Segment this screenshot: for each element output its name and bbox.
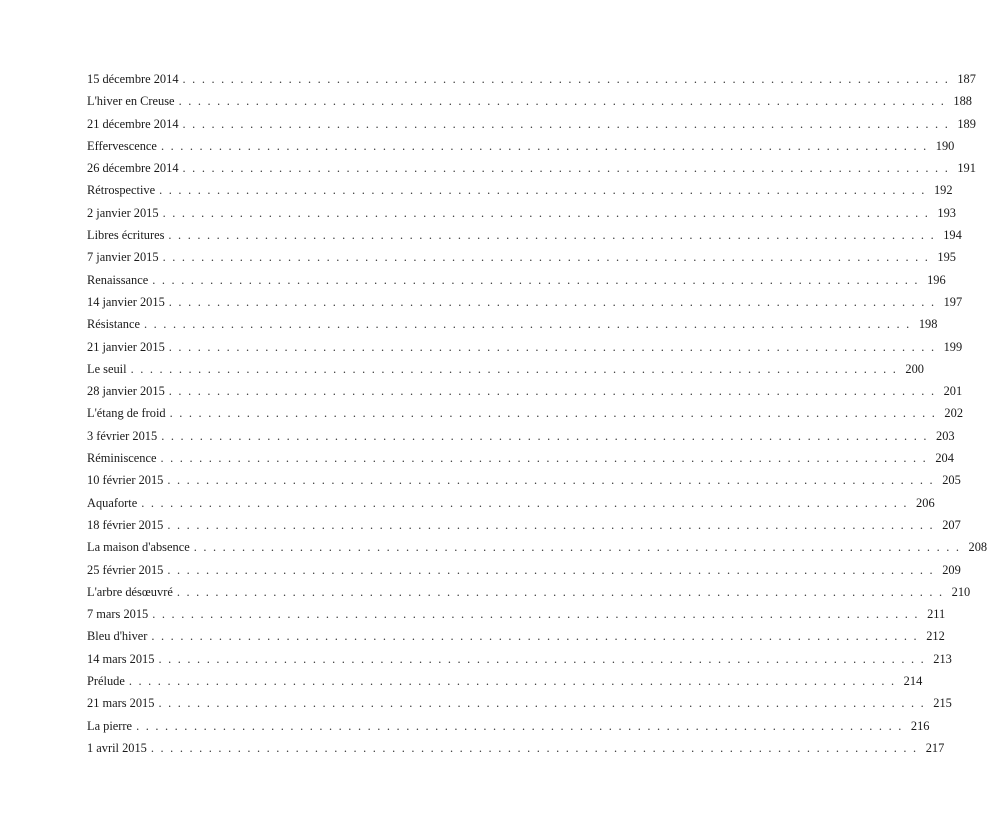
toc-entry-title: 3 février 2015 [87, 428, 158, 443]
toc-entry-page-number: 196 [927, 272, 946, 287]
dot-leader: ................................................................................ [158, 651, 931, 666]
dot-leader: ................................................................................ [130, 361, 903, 376]
toc-entry-page-number: 203 [936, 428, 955, 443]
toc-entry-title: 15 décembre 2014 [87, 72, 179, 86]
toc-entry-page-number: 198 [918, 317, 938, 332]
toc-entry-title: 7 janvier 2015 [87, 250, 159, 265]
toc-entry [87, 224, 962, 246]
toc-entry [87, 269, 946, 291]
toc-entry-page-number: 208 [968, 540, 987, 555]
toc-entry-title: 2 janvier 2015 [87, 205, 159, 220]
dot-leader: ................................................................................ [168, 228, 941, 243]
toc-entry-page-number: 217 [925, 740, 945, 755]
toc-entry [87, 380, 963, 402]
toc-entry-page-number: 191 [957, 161, 976, 176]
toc-entry-page-number: 197 [943, 294, 963, 309]
toc-entry-title: La maison d'absence [87, 540, 190, 555]
toc-entry-page-number: 201 [943, 384, 963, 399]
toc-entry-page-number: 187 [957, 72, 976, 86]
dot-leader: ................................................................................ [162, 205, 935, 220]
dot-leader: ................................................................................ [162, 250, 935, 265]
dot-leader: ................................................................................ [151, 629, 924, 644]
dot-leader: ................................................................................ [182, 161, 955, 176]
toc-entry-title: 10 février 2015 [87, 473, 164, 488]
toc-entry-page-number: 210 [951, 584, 971, 599]
toc-entry [87, 402, 964, 424]
toc-entry-title: Bleu d'hiver [87, 629, 148, 644]
toc-entry-page-number: 188 [953, 94, 972, 109]
toc-entry [87, 514, 961, 536]
toc-entry [87, 179, 953, 201]
dot-leader: ................................................................................ [152, 607, 925, 622]
toc-entry-page-number: 193 [937, 205, 956, 220]
toc-entry-title: 18 février 2015 [87, 517, 164, 532]
toc-entry-page-number: 200 [905, 361, 924, 376]
toc-entry-title: 26 décembre 2014 [87, 161, 179, 176]
toc-entry-title: L'hiver en Creuse [87, 94, 175, 109]
toc-entry-title: 28 janvier 2015 [87, 384, 165, 399]
dot-leader: ................................................................................ [178, 94, 951, 109]
dot-leader: ................................................................................ [168, 339, 941, 354]
toc-entry-title: Aquaforte [87, 495, 138, 510]
toc-entry [87, 536, 987, 558]
dot-leader: ................................................................................ [168, 384, 941, 399]
toc-entry-page-number: 215 [933, 696, 952, 711]
toc-entry-page-number: 204 [935, 451, 954, 466]
toc-entry-page-number: 209 [942, 562, 961, 577]
dot-leader: ................................................................................ [182, 116, 955, 131]
toc-entry-page-number: 206 [916, 495, 935, 510]
toc-entry [87, 157, 976, 179]
toc-entry [87, 358, 924, 380]
toc-entry [87, 559, 961, 581]
toc-entry-title: L'étang de froid [87, 406, 166, 421]
toc-entry-title: 21 janvier 2015 [87, 339, 165, 354]
toc-entry [87, 90, 972, 112]
dot-leader: ................................................................................ [160, 451, 933, 466]
toc-entry [87, 625, 945, 647]
toc-entry-page-number: 199 [943, 339, 963, 354]
dot-leader: ................................................................................ [167, 562, 940, 577]
dot-leader: ................................................................................ [169, 406, 942, 421]
dot-leader: ................................................................................ [176, 584, 949, 599]
toc-entry-title: Rétrospective [87, 183, 156, 198]
toc-entry-title: 1 avril 2015 [87, 740, 147, 755]
dot-leader: ................................................................................ [193, 540, 966, 555]
toc-entry [87, 648, 952, 670]
toc-entry [87, 113, 976, 135]
toc-entry [87, 469, 961, 491]
toc-entry-title: Le seuil [87, 361, 127, 376]
dot-leader: ................................................................................ [160, 138, 933, 153]
dot-leader: ................................................................................ [128, 674, 901, 689]
toc-entry-page-number: 190 [935, 138, 955, 153]
toc-entry [87, 425, 955, 447]
toc-entry-page-number: 189 [957, 116, 976, 131]
toc-entry-title: 7 mars 2015 [87, 607, 149, 622]
toc-entry-title: Effervescence [87, 138, 157, 153]
dot-leader: ................................................................................ [167, 517, 940, 532]
toc-entry-title: La pierre [87, 718, 133, 733]
toc-entry-title: 21 mars 2015 [87, 696, 155, 711]
dot-leader: ................................................................................ [150, 740, 923, 755]
toc-entry [87, 313, 938, 335]
toc-entry-page-number: 194 [943, 228, 962, 243]
toc-entry-title: Prélude [87, 674, 125, 689]
toc-entry-page-number: 214 [903, 674, 923, 689]
toc-entry [87, 603, 946, 625]
toc-entry [87, 737, 945, 759]
dot-leader: ................................................................................ [136, 718, 908, 733]
toc-entry [87, 246, 956, 268]
toc-entry-page-number: 213 [933, 651, 952, 666]
toc-entry-title: Libres écritures [87, 228, 165, 243]
toc-entry [87, 202, 956, 224]
dot-leader: ................................................................................ [168, 294, 941, 309]
toc-entry-title: 25 février 2015 [87, 562, 164, 577]
toc-entry [87, 715, 930, 737]
toc-entry [87, 492, 935, 514]
toc-entry-page-number: 205 [942, 473, 961, 488]
toc-entry [87, 291, 963, 313]
toc-entry-title: Renaissance [87, 272, 149, 287]
dot-leader: ................................................................................ [141, 495, 914, 510]
toc-entry-title: Résistance [87, 317, 140, 332]
toc-entry-title: 21 décembre 2014 [87, 116, 179, 131]
dot-leader: ................................................................................ [144, 317, 916, 332]
toc-entry [87, 447, 954, 469]
toc-entry [87, 692, 952, 714]
toc-entry-page-number: 202 [944, 406, 964, 421]
toc-entry [87, 135, 955, 157]
toc-entry-page-number: 212 [926, 629, 945, 644]
toc-entry-page-number: 192 [933, 183, 953, 198]
toc-entry-title: 14 mars 2015 [87, 651, 155, 666]
dot-leader: ................................................................................ [182, 72, 955, 86]
toc-entry [87, 336, 963, 358]
toc-entry-page-number: 211 [927, 607, 946, 622]
toc-entry-page-number: 216 [910, 718, 930, 733]
toc-entry [87, 670, 923, 692]
toc-entry-title: L'arbre désœuvré [87, 584, 173, 599]
toc-entry-page-number: 207 [942, 517, 961, 532]
dot-leader: ................................................................................ [159, 183, 931, 198]
toc-entry-title: Réminiscence [87, 451, 157, 466]
toc-entry [87, 68, 976, 90]
dot-leader: ................................................................................ [161, 428, 933, 443]
toc-entry-page-number: 195 [937, 250, 956, 265]
table-of-contents [87, 68, 987, 759]
dot-leader: ................................................................................ [167, 473, 940, 488]
toc-entry [87, 581, 971, 603]
dot-leader: ................................................................................ [152, 272, 925, 287]
dot-leader: ................................................................................ [158, 696, 931, 711]
toc-entry-title: 14 janvier 2015 [87, 294, 165, 309]
